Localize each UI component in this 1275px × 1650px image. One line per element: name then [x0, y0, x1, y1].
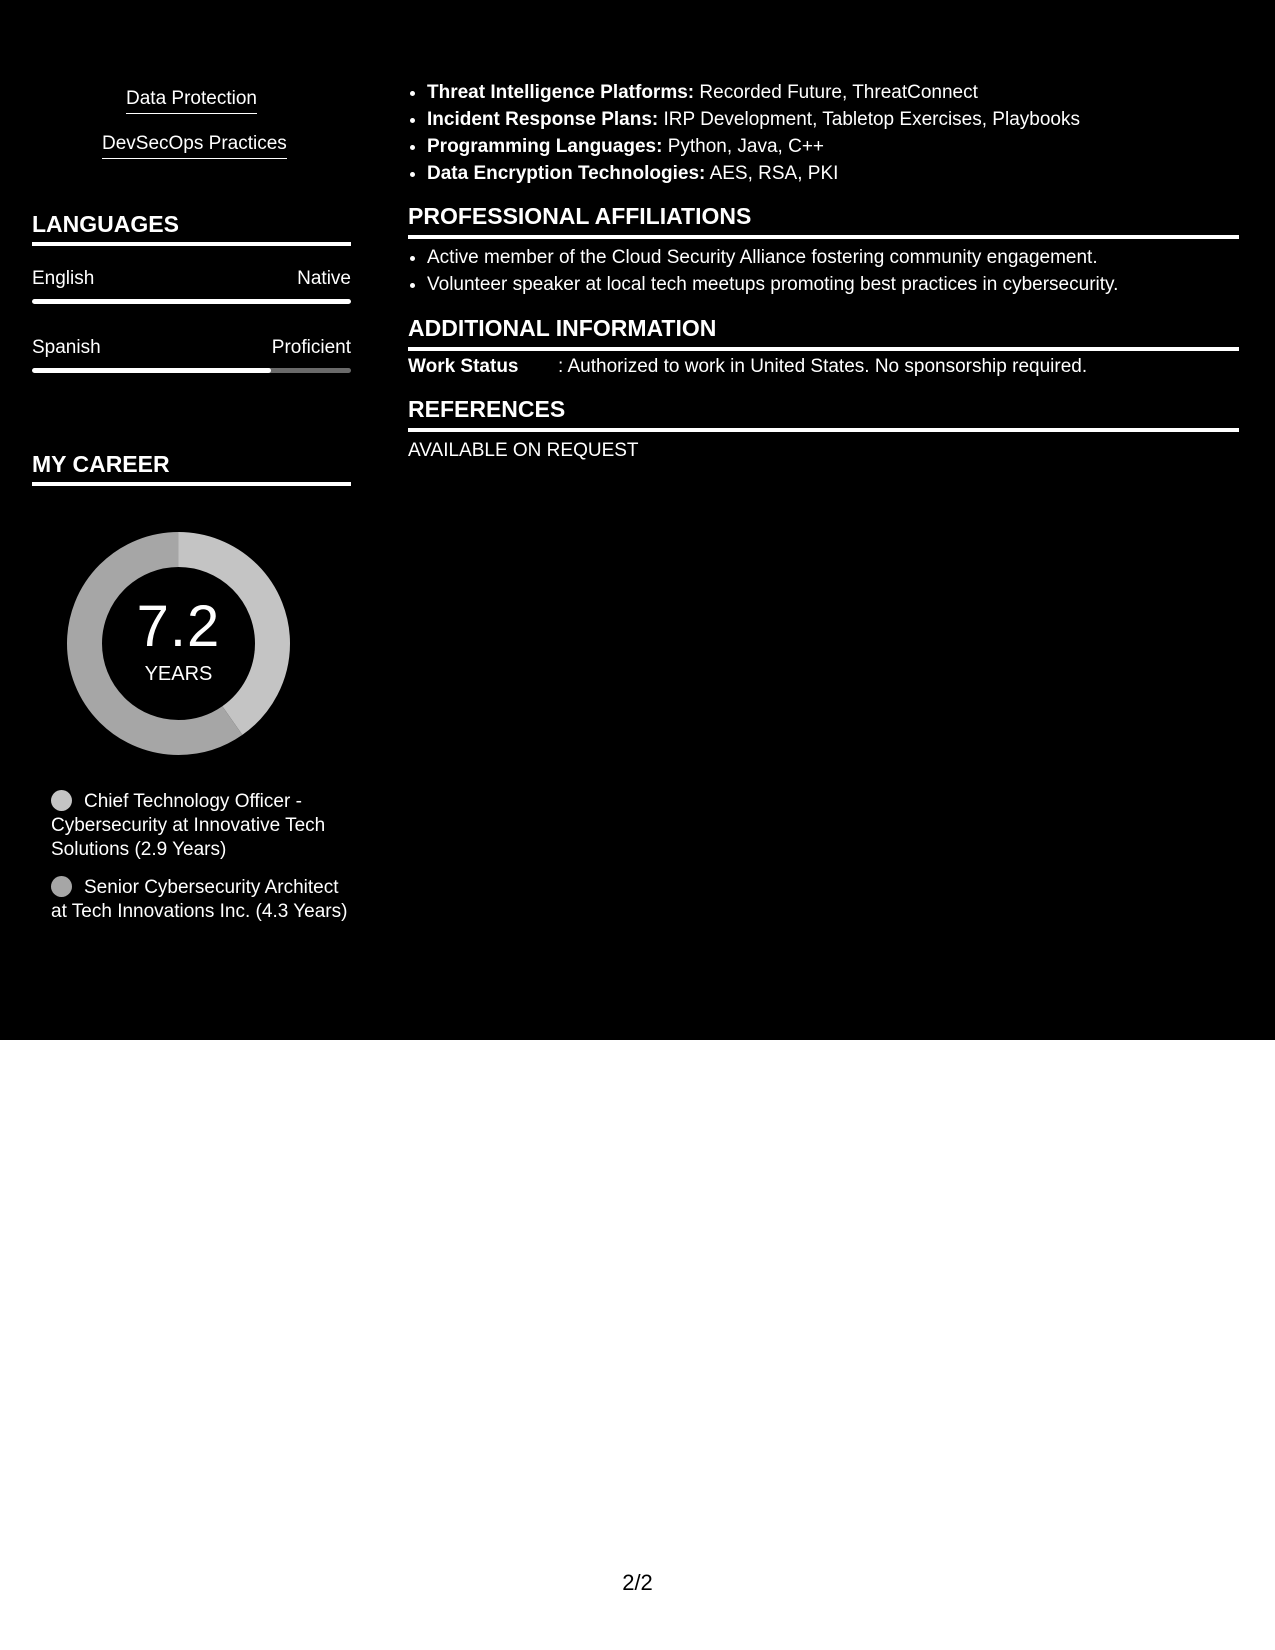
language-name: Spanish: [32, 337, 101, 358]
languages-heading: LANGUAGES: [32, 211, 351, 246]
skill-item: [427, 106, 1080, 133]
additional-info-heading: ADDITIONAL INFORMATION: [408, 315, 1239, 351]
career-role-item: [51, 876, 351, 924]
technical-skills-list: [408, 79, 1080, 187]
career-total-years: 7.2: [136, 594, 221, 659]
references-text: AVAILABLE ON REQUEST: [408, 440, 639, 461]
skill-tag-data-protection: Data Protection: [126, 88, 257, 114]
skill-label: Data Encryption Technologies:: [427, 163, 706, 184]
skill-item: [427, 133, 1080, 160]
skill-label: Threat Intelligence Platforms:: [427, 82, 695, 103]
skill-label: Programming Languages:: [427, 136, 663, 157]
language-level: Proficient: [271, 337, 351, 358]
skill-value: AES, RSA, PKI: [705, 163, 839, 184]
language-bar-spanish: [32, 368, 351, 373]
language-row-english: [32, 268, 351, 290]
language-row-spanish: [32, 337, 351, 359]
work-status-value: : Authorized to work in United States. No sponsorship required.: [558, 356, 1088, 377]
career-heading: MY CAREER: [32, 451, 351, 486]
career-role-label: Chief Technology Officer - Cybersecurity at Innovative Tech Solutions (2.9 Years): [51, 791, 326, 860]
language-bar-fill: [32, 299, 351, 304]
language-bar-fill: [32, 368, 271, 373]
language-name: English: [32, 268, 95, 289]
affiliations-list: [408, 244, 1118, 298]
skill-value: Recorded Future, ThreatConnect: [694, 82, 978, 103]
skill-item: [427, 160, 1080, 187]
work-status-row: [408, 356, 1239, 378]
page-number: 2/2: [622, 1570, 653, 1595]
career-legend-dot: [51, 790, 72, 811]
affiliation-item: • Volunteer speaker at local tech meetups promoting best practices in cybersecurity.: [427, 271, 1118, 298]
skill-label: Incident Response Plans:: [427, 109, 659, 130]
career-years-unit: YEARS: [144, 663, 213, 685]
career-legend-dot: [51, 876, 72, 897]
affiliation-item: • Active member of the Cloud Security Alliance fostering community engagement.: [427, 244, 1118, 271]
language-level: Native: [297, 268, 351, 289]
skill-value: IRP Development, Tabletop Exercises, Playbooks: [658, 109, 1080, 130]
language-bar-english: [32, 299, 351, 304]
references-heading: REFERENCES: [408, 396, 1239, 432]
career-role-label: Senior Cybersecurity Architect at Tech Innovations Inc. (4.3 Years): [51, 877, 348, 922]
skill-value: Python, Java, C++: [662, 136, 825, 157]
affiliations-heading: PROFESSIONAL AFFILIATIONS: [408, 203, 1239, 239]
skill-item: [427, 79, 1080, 106]
work-status-label: Work Status: [408, 356, 519, 377]
career-donut-chart: [66, 531, 291, 756]
career-role-item: [51, 790, 351, 862]
skill-tag-devsecops: DevSecOps Practices: [102, 133, 287, 159]
